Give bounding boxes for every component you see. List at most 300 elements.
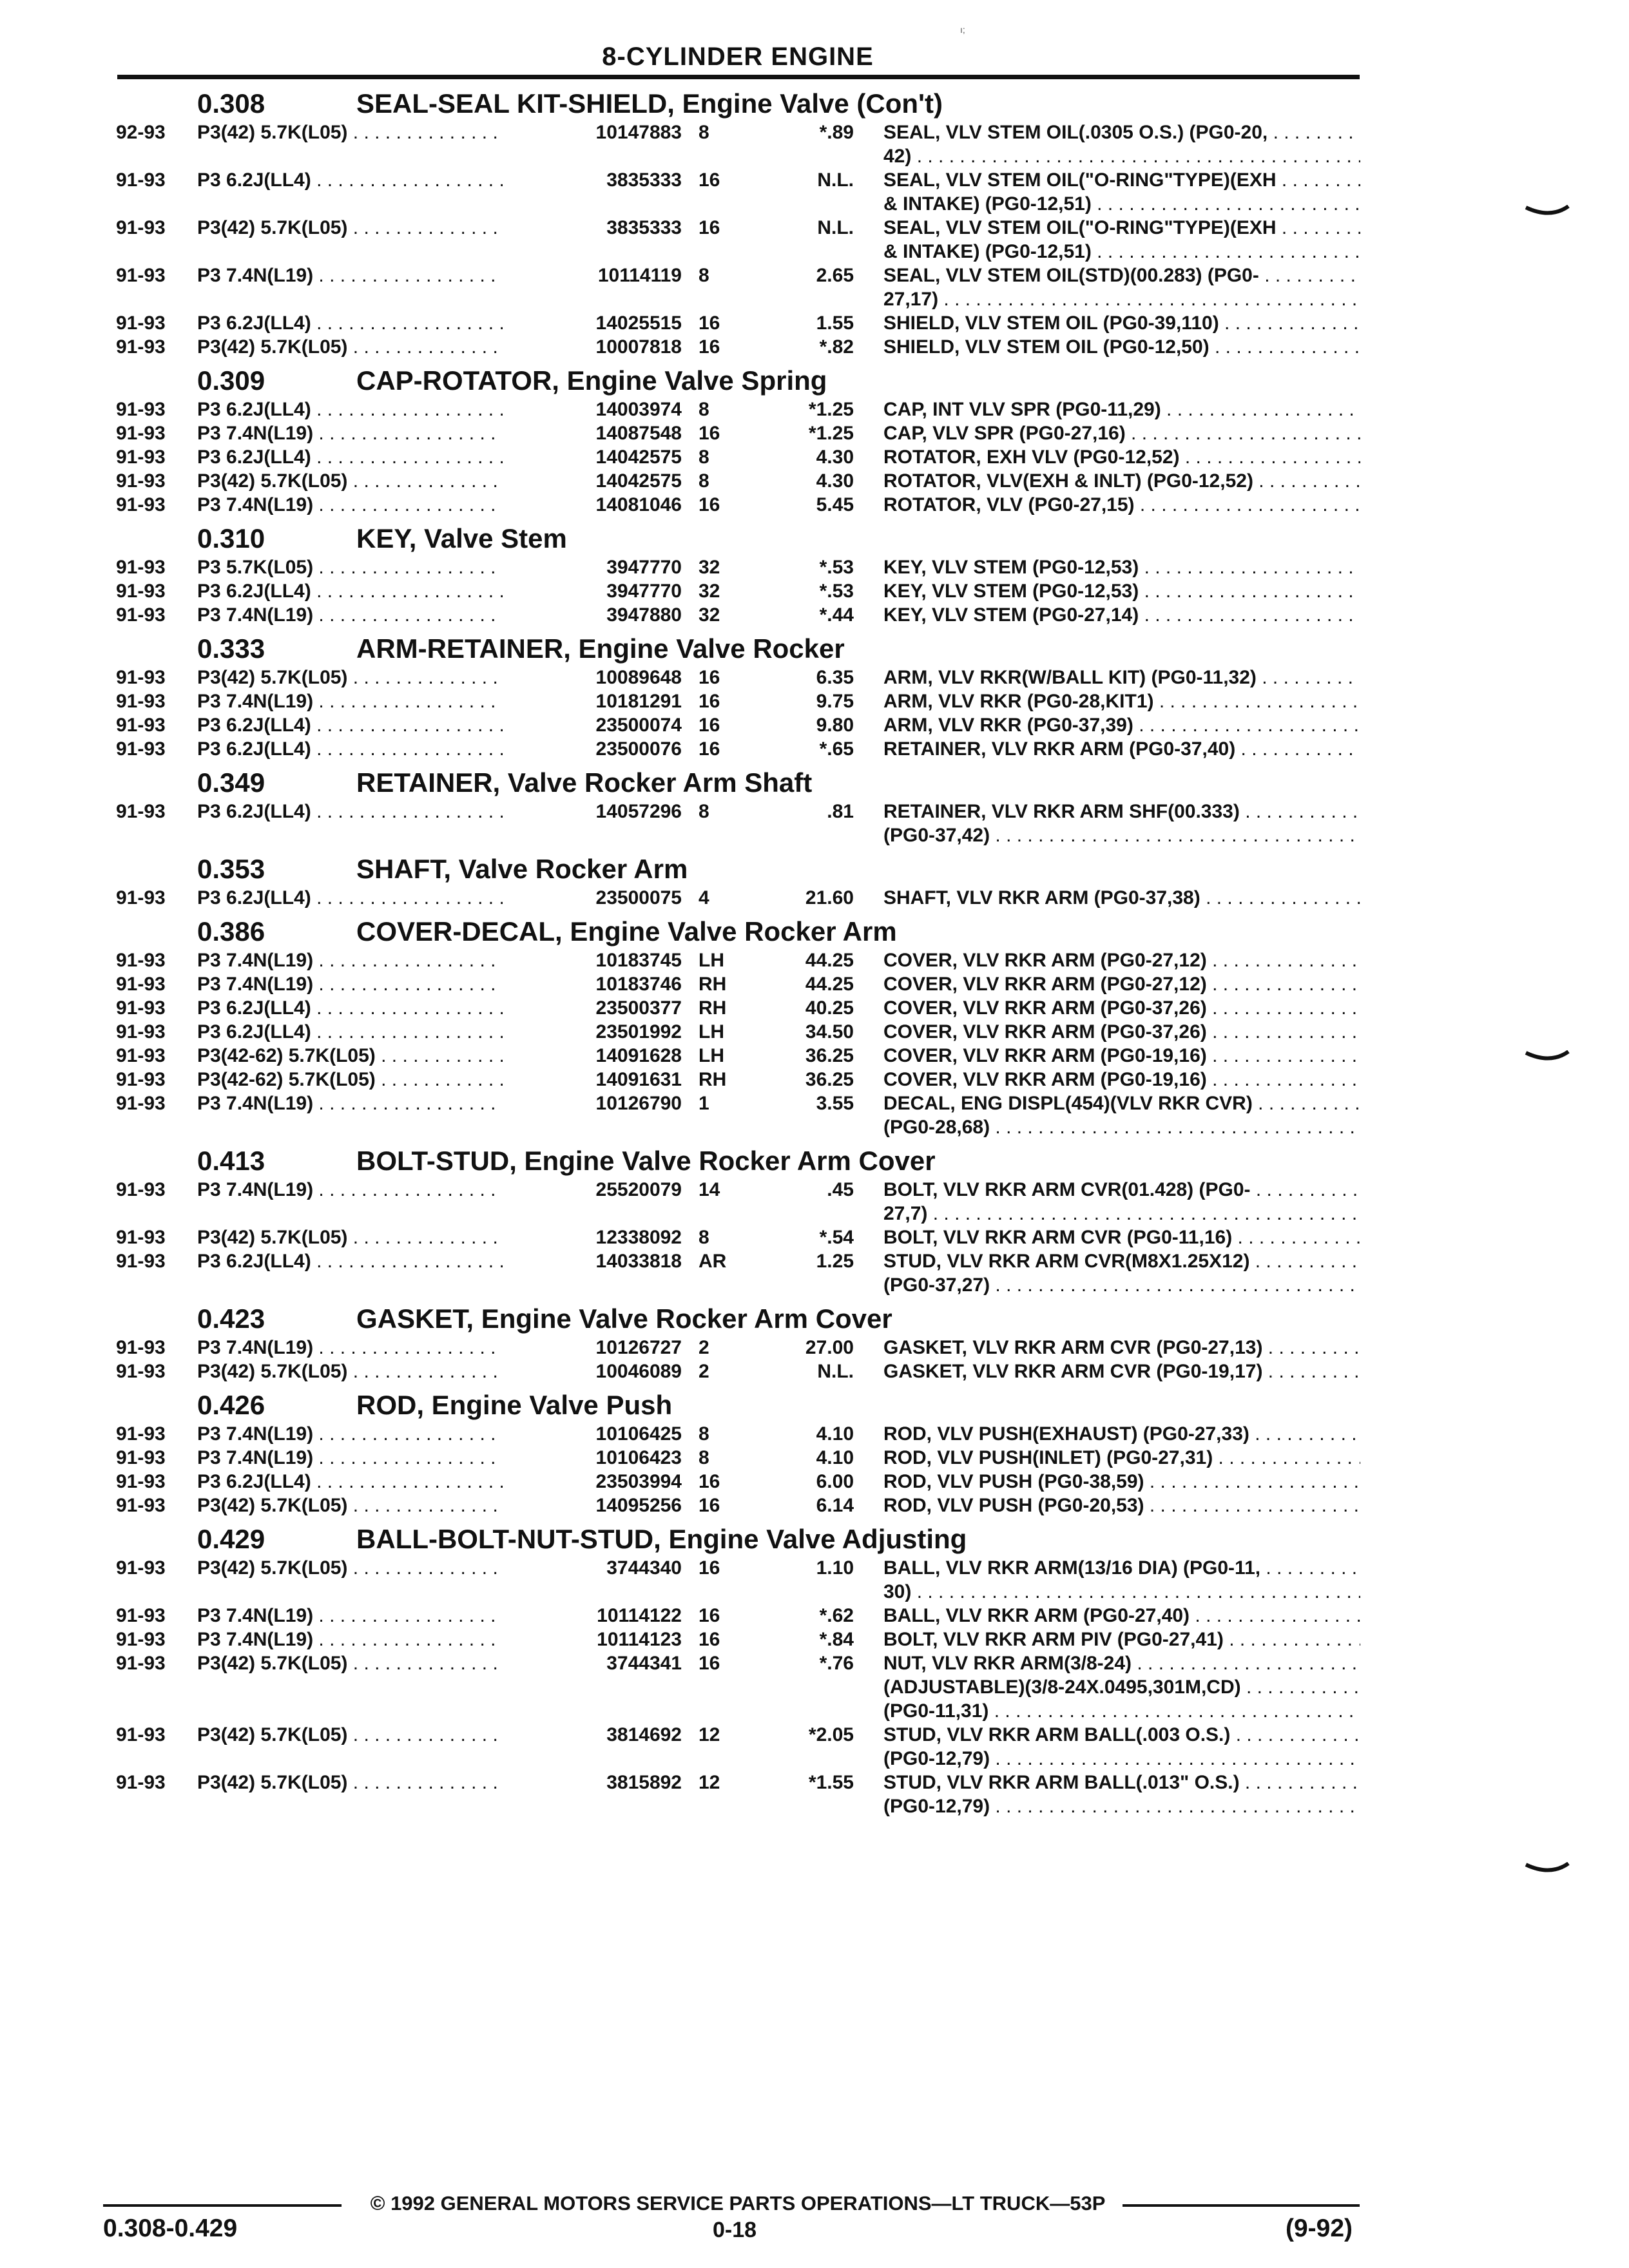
price: *1.25	[808, 423, 854, 444]
part-description	[883, 1494, 1360, 1517]
part-description	[883, 493, 1360, 517]
description-line: STUD, VLV RKR ARM BALL(.013" O.S.) . . .	[883, 1771, 1360, 1794]
engine-model: P3 6.2J(LL4) . . .	[197, 713, 548, 737]
part-description	[883, 948, 1360, 972]
price: .45	[827, 1179, 854, 1200]
model-years: 91-93	[116, 1629, 166, 1650]
part-description	[883, 603, 1360, 627]
part-description	[883, 335, 1360, 359]
model-years: 91-93	[116, 1361, 166, 1382]
engine-model: P3(42) 5.7K(L05) . . .	[197, 1494, 548, 1517]
quantity: 8	[699, 470, 709, 492]
price: 4.10	[816, 1447, 854, 1468]
section-code: 0.349	[197, 767, 265, 798]
description-line: (PG0-12,79) . . .	[883, 1794, 1360, 1818]
part-description	[883, 1249, 1360, 1297]
part-row	[0, 579, 1629, 603]
part-row	[0, 1091, 1629, 1139]
description-line: 27,7) . . .	[883, 1202, 1360, 1225]
description-line: ARM, VLV RKR (PG0-37,39) . . .	[883, 713, 1360, 737]
section-code: 0.386	[197, 916, 265, 947]
part-number: 14057296	[503, 800, 682, 823]
part-row	[0, 1446, 1629, 1470]
part-number: 10183745	[503, 948, 682, 972]
engine-model: P3 6.2J(LL4) . . .	[197, 311, 548, 335]
quantity: 8	[699, 399, 709, 420]
quantity: 8	[699, 1423, 709, 1445]
description-line: RETAINER, VLV RKR ARM (PG0-37,40) . . .	[883, 737, 1360, 761]
description-line: BOLT, VLV RKR ARM PIV (PG0-27,41) . . .	[883, 1628, 1360, 1651]
footer-edition: (9-92)	[1286, 2215, 1353, 2242]
quantity: 16	[699, 1471, 720, 1492]
price: *.76	[819, 1653, 854, 1674]
part-description	[883, 264, 1360, 311]
part-row	[0, 1225, 1629, 1249]
model-years: 91-93	[116, 604, 166, 626]
quantity: LH	[699, 1045, 724, 1066]
part-row	[0, 689, 1629, 713]
margin-tick-mark	[1525, 1862, 1570, 1875]
engine-model: P3 7.4N(L19) . . .	[197, 1604, 548, 1628]
description-line: ROTATOR, EXH VLV (PG0-12,52) . . .	[883, 445, 1360, 469]
price: 40.25	[805, 997, 854, 1019]
price: N.L.	[817, 169, 854, 191]
model-years: 91-93	[116, 1093, 166, 1114]
part-number: 23500074	[503, 713, 682, 737]
model-years: 92-93	[116, 122, 166, 143]
quantity: RH	[699, 974, 727, 995]
description-line: DECAL, ENG DISPL(454)(VLV RKR CVR) . . .	[883, 1091, 1360, 1115]
part-description	[883, 1470, 1360, 1494]
model-years: 91-93	[116, 581, 166, 602]
section-header	[0, 87, 1629, 120]
part-number: 3835333	[503, 168, 682, 192]
margin-tick-mark	[1525, 1050, 1570, 1063]
quantity: AR	[699, 1251, 727, 1272]
quantity: 32	[699, 604, 720, 626]
section-header	[0, 766, 1629, 800]
part-description	[883, 1771, 1360, 1818]
description-line: & INTAKE) (PG0-12,51) . . .	[883, 192, 1360, 216]
model-years: 91-93	[116, 1605, 166, 1626]
price: 6.35	[816, 667, 854, 688]
part-row	[0, 555, 1629, 579]
part-description	[883, 689, 1360, 713]
engine-model: P3(42) 5.7K(L05) . . .	[197, 1225, 548, 1249]
section-header	[0, 522, 1629, 555]
part-row	[0, 120, 1629, 168]
section-title: RETAINER, Valve Rocker Arm Shaft	[356, 767, 813, 798]
section-title: GASKET, Engine Valve Rocker Arm Cover	[356, 1303, 892, 1334]
quantity: LH	[699, 950, 724, 971]
model-years: 91-93	[116, 1471, 166, 1492]
part-description	[883, 1068, 1360, 1091]
engine-model: P3 6.2J(LL4) . . .	[197, 737, 548, 761]
engine-model: P3(42) 5.7K(L05) . . .	[197, 1556, 548, 1580]
price: 27.00	[805, 1337, 854, 1358]
description-line: STUD, VLV RKR ARM CVR(M8X1.25X12) . . .	[883, 1249, 1360, 1273]
description-line: COVER, VLV RKR ARM (PG0-19,16) . . .	[883, 1068, 1360, 1091]
engine-model: P3(42) 5.7K(L05) . . .	[197, 335, 548, 359]
part-row	[0, 168, 1629, 216]
quantity: 8	[699, 801, 709, 822]
description-line: (PG0-37,27) . . .	[883, 1273, 1360, 1297]
section-title: COVER-DECAL, Engine Valve Rocker Arm	[356, 916, 897, 947]
section-title: BALL-BOLT-NUT-STUD, Engine Valve Adjusting	[356, 1524, 967, 1554]
engine-model: P3(42) 5.7K(L05) . . .	[197, 1771, 548, 1794]
part-number: 10114122	[503, 1604, 682, 1628]
engine-model: P3 7.4N(L19) . . .	[197, 603, 548, 627]
model-years: 91-93	[116, 423, 166, 444]
model-years: 91-93	[116, 1772, 166, 1793]
quantity: 16	[699, 169, 720, 191]
part-number: 10007818	[503, 335, 682, 359]
description-line: & INTAKE) (PG0-12,51) . . .	[883, 240, 1360, 264]
engine-model: P3 7.4N(L19) . . .	[197, 1336, 548, 1360]
description-line: RETAINER, VLV RKR ARM SHF(00.333) . . .	[883, 800, 1360, 823]
engine-model: P3 6.2J(LL4) . . .	[197, 168, 548, 192]
description-line: (PG0-28,68) . . .	[883, 1115, 1360, 1139]
part-number: 10106423	[503, 1446, 682, 1470]
model-years: 91-93	[116, 715, 166, 736]
quantity: 16	[699, 336, 720, 358]
quantity: 8	[699, 122, 709, 143]
price: *.54	[819, 1227, 854, 1248]
engine-model: P3(42) 5.7K(L05) . . .	[197, 666, 548, 689]
model-years: 91-93	[116, 1557, 166, 1579]
model-years: 91-93	[116, 312, 166, 334]
section-code: 0.308	[197, 88, 265, 119]
part-description	[883, 1020, 1360, 1044]
model-years: 91-93	[116, 399, 166, 420]
margin-tick-mark	[1525, 205, 1570, 218]
description-line: KEY, VLV STEM (PG0-27,14) . . .	[883, 603, 1360, 627]
price: 9.80	[816, 715, 854, 736]
part-description	[883, 996, 1360, 1020]
part-number: 14042575	[503, 469, 682, 493]
part-row	[0, 469, 1629, 493]
model-years: 91-93	[116, 1724, 166, 1745]
description-line: ROD, VLV PUSH(EXHAUST) (PG0-27,33) . . .	[883, 1422, 1360, 1446]
part-description	[883, 1225, 1360, 1249]
part-row	[0, 493, 1629, 517]
part-row	[0, 948, 1629, 972]
price: 44.25	[805, 950, 854, 971]
part-number: 10114123	[503, 1628, 682, 1651]
description-line: COVER, VLV RKR ARM (PG0-27,12) . . .	[883, 948, 1360, 972]
quantity: 16	[699, 1557, 720, 1579]
part-description	[883, 1604, 1360, 1628]
description-line: (PG0-11,31) . . .	[883, 1699, 1360, 1723]
engine-model: P3 7.4N(L19) . . .	[197, 1422, 548, 1446]
model-years: 91-93	[116, 1251, 166, 1272]
quantity: 8	[699, 1227, 709, 1248]
part-number: 23500075	[503, 886, 682, 910]
description-line: 30) . . .	[883, 1580, 1360, 1604]
part-number: 3947880	[503, 603, 682, 627]
quantity: RH	[699, 1069, 727, 1090]
description-line: SEAL, VLV STEM OIL(.0305 O.S.) (PG0-20, . . .	[883, 120, 1360, 144]
description-line: COVER, VLV RKR ARM (PG0-27,12) . . .	[883, 972, 1360, 996]
model-years: 91-93	[116, 997, 166, 1019]
price: 4.30	[816, 447, 854, 468]
description-line: BOLT, VLV RKR ARM CVR (PG0-11,16) . . .	[883, 1225, 1360, 1249]
engine-model: P3(42-62) 5.7K(L05) . . .	[197, 1068, 548, 1091]
section-title: KEY, Valve Stem	[356, 523, 567, 553]
scan-speck: ı;	[960, 24, 965, 35]
engine-model: P3 7.4N(L19) . . .	[197, 1178, 548, 1202]
part-number: 23500377	[503, 996, 682, 1020]
price: 34.50	[805, 1021, 854, 1043]
part-row	[0, 737, 1629, 761]
description-line: ROD, VLV PUSH (PG0-20,53) . . .	[883, 1494, 1360, 1517]
description-line: BALL, VLV RKR ARM(13/16 DIA) (PG0-11, . . .	[883, 1556, 1360, 1580]
price: *.65	[819, 738, 854, 760]
header-rule	[117, 75, 1360, 79]
part-number: 23500076	[503, 737, 682, 761]
description-line: ARM, VLV RKR (PG0-28,KIT1) . . .	[883, 689, 1360, 713]
part-description	[883, 1044, 1360, 1068]
price: *.44	[819, 604, 854, 626]
section-header	[0, 1144, 1629, 1178]
description-line: 42) . . .	[883, 144, 1360, 168]
part-row	[0, 1771, 1629, 1818]
part-description	[883, 216, 1360, 264]
price: *1.55	[808, 1772, 854, 1793]
model-years: 91-93	[116, 1495, 166, 1516]
part-description	[883, 886, 1360, 910]
description-line: ARM, VLV RKR(W/BALL KIT) (PG0-11,32) . . .	[883, 666, 1360, 689]
part-number: 3835333	[503, 216, 682, 240]
part-row	[0, 335, 1629, 359]
description-line: NUT, VLV RKR ARM(3/8-24) . . .	[883, 1651, 1360, 1675]
part-description	[883, 579, 1360, 603]
price: 5.45	[816, 494, 854, 515]
section-title: SHAFT, Valve Rocker Arm	[356, 854, 688, 884]
engine-model: P3 7.4N(L19) . . .	[197, 1091, 548, 1115]
parts-listing	[0, 87, 1629, 1818]
part-description	[883, 168, 1360, 216]
part-row	[0, 1556, 1629, 1604]
quantity: 32	[699, 557, 720, 578]
quantity: 12	[699, 1772, 720, 1793]
quantity: 16	[699, 738, 720, 760]
engine-model: P3 5.7K(L05) . . .	[197, 555, 548, 579]
part-row	[0, 666, 1629, 689]
part-number: 10183746	[503, 972, 682, 996]
description-line: COVER, VLV RKR ARM (PG0-37,26) . . .	[883, 1020, 1360, 1044]
part-number: 3815892	[503, 1771, 682, 1794]
section-header	[0, 852, 1629, 886]
engine-model: P3 7.4N(L19) . . .	[197, 972, 548, 996]
page-title: 8-CYLINDER ENGINE	[602, 43, 874, 71]
quantity: 16	[699, 1653, 720, 1674]
part-row	[0, 1178, 1629, 1225]
description-line: SEAL, VLV STEM OIL("O-RING"TYPE)(EXH . . .	[883, 168, 1360, 192]
price: *.53	[819, 581, 854, 602]
price: 6.00	[816, 1471, 854, 1492]
part-description	[883, 445, 1360, 469]
quantity: 16	[699, 715, 720, 736]
model-years: 91-93	[116, 887, 166, 908]
part-number: 14033818	[503, 1249, 682, 1273]
quantity: 16	[699, 1605, 720, 1626]
engine-model: P3(42) 5.7K(L05) . . .	[197, 1651, 548, 1675]
model-years: 91-93	[116, 470, 166, 492]
part-number: 3814692	[503, 1723, 682, 1747]
part-row	[0, 1494, 1629, 1517]
price: N.L.	[817, 1361, 854, 1382]
part-description	[883, 666, 1360, 689]
part-row	[0, 1604, 1629, 1628]
engine-model: P3 7.4N(L19) . . .	[197, 493, 548, 517]
part-number: 10181291	[503, 689, 682, 713]
quantity: 8	[699, 447, 709, 468]
model-years: 91-93	[116, 1337, 166, 1358]
description-line: COVER, VLV RKR ARM (PG0-19,16) . . .	[883, 1044, 1360, 1068]
engine-model: P3 6.2J(LL4) . . .	[197, 1249, 548, 1273]
quantity: 16	[699, 423, 720, 444]
model-years: 91-93	[116, 1021, 166, 1043]
part-row	[0, 1628, 1629, 1651]
quantity: RH	[699, 997, 727, 1019]
price: *.84	[819, 1629, 854, 1650]
quantity: 2	[699, 1361, 709, 1382]
engine-model: P3(42-62) 5.7K(L05) . . .	[197, 1044, 548, 1068]
section-title: ARM-RETAINER, Engine Valve Rocker	[356, 633, 845, 664]
part-row	[0, 1360, 1629, 1383]
engine-model: P3 6.2J(LL4) . . .	[197, 1470, 548, 1494]
description-line: CAP, INT VLV SPR (PG0-11,29) . . .	[883, 398, 1360, 421]
part-row	[0, 1249, 1629, 1297]
model-years: 91-93	[116, 1447, 166, 1468]
part-row	[0, 996, 1629, 1020]
part-description	[883, 1628, 1360, 1651]
part-row	[0, 800, 1629, 847]
section-code: 0.426	[197, 1390, 265, 1420]
part-number: 25520079	[503, 1178, 682, 1202]
price: .81	[827, 801, 854, 822]
quantity: 16	[699, 667, 720, 688]
part-number: 3744340	[503, 1556, 682, 1580]
quantity: 16	[699, 1495, 720, 1516]
description-line: KEY, VLV STEM (PG0-12,53) . . .	[883, 579, 1360, 603]
engine-model: P3(42) 5.7K(L05) . . .	[197, 216, 548, 240]
part-number: 10126790	[503, 1091, 682, 1115]
model-years: 91-93	[116, 1045, 166, 1066]
part-row	[0, 1723, 1629, 1771]
part-description	[883, 713, 1360, 737]
part-number: 14003974	[503, 398, 682, 421]
engine-model: P3 6.2J(LL4) . . .	[197, 800, 548, 823]
model-years: 91-93	[116, 667, 166, 688]
part-number: 14081046	[503, 493, 682, 517]
model-years: 91-93	[116, 738, 166, 760]
quantity: 2	[699, 1337, 709, 1358]
quantity: 16	[699, 494, 720, 515]
part-number: 12338092	[503, 1225, 682, 1249]
part-description	[883, 1723, 1360, 1771]
engine-model: P3(42) 5.7K(L05) . . .	[197, 120, 548, 144]
model-years: 91-93	[116, 1227, 166, 1248]
engine-model: P3(42) 5.7K(L05) . . .	[197, 469, 548, 493]
part-description	[883, 1556, 1360, 1604]
part-row	[0, 1020, 1629, 1044]
part-row	[0, 713, 1629, 737]
description-line: CAP, VLV SPR (PG0-27,16) . . .	[883, 421, 1360, 445]
part-row	[0, 264, 1629, 311]
engine-model: P3 6.2J(LL4) . . .	[197, 996, 548, 1020]
section-code: 0.413	[197, 1146, 265, 1176]
engine-model: P3 7.4N(L19) . . .	[197, 1628, 548, 1651]
part-row	[0, 1651, 1629, 1723]
quantity: 16	[699, 691, 720, 712]
part-row	[0, 311, 1629, 335]
section-header	[0, 915, 1629, 948]
model-years: 91-93	[116, 691, 166, 712]
quantity: 4	[699, 887, 709, 908]
part-description	[883, 1091, 1360, 1139]
price: 1.25	[816, 1251, 854, 1272]
price: 21.60	[805, 887, 854, 908]
section-code: 0.429	[197, 1524, 265, 1554]
quantity: 8	[699, 265, 709, 286]
description-line: GASKET, VLV RKR ARM CVR (PG0-27,13) . . .	[883, 1336, 1360, 1360]
price: 1.10	[816, 1557, 854, 1579]
part-description	[883, 421, 1360, 445]
part-row	[0, 445, 1629, 469]
part-number: 14025515	[503, 311, 682, 335]
part-description	[883, 1422, 1360, 1446]
section-title: BOLT-STUD, Engine Valve Rocker Arm Cover	[356, 1146, 936, 1176]
quantity: LH	[699, 1021, 724, 1043]
part-row	[0, 1068, 1629, 1091]
engine-model: P3 7.4N(L19) . . .	[197, 264, 548, 287]
description-line: BOLT, VLV RKR ARM CVR(01.428) (PG0- . . .	[883, 1178, 1360, 1202]
section-title: CAP-ROTATOR, Engine Valve Spring	[356, 365, 827, 396]
part-number: 14091631	[503, 1068, 682, 1091]
section-header	[0, 1389, 1629, 1422]
part-description	[883, 737, 1360, 761]
part-number: 3947770	[503, 555, 682, 579]
section-header	[0, 1302, 1629, 1336]
description-line: SEAL, VLV STEM OIL("O-RING"TYPE)(EXH . . .	[883, 216, 1360, 240]
part-description	[883, 1336, 1360, 1360]
engine-model: P3 7.4N(L19) . . .	[197, 1446, 548, 1470]
engine-model: P3(42) 5.7K(L05) . . .	[197, 1723, 548, 1747]
part-description	[883, 1651, 1360, 1723]
price: *.82	[819, 336, 854, 358]
section-code: 0.333	[197, 633, 265, 664]
model-years: 91-93	[116, 1653, 166, 1674]
model-years: 91-93	[116, 1069, 166, 1090]
part-number: 14042575	[503, 445, 682, 469]
part-description	[883, 1446, 1360, 1470]
engine-model: P3 6.2J(LL4) . . .	[197, 398, 548, 421]
quantity: 32	[699, 581, 720, 602]
description-line: (PG0-37,42) . . .	[883, 823, 1360, 847]
description-line: SHIELD, VLV STEM OIL (PG0-12,50) . . .	[883, 335, 1360, 359]
part-row	[0, 1470, 1629, 1494]
description-line: BALL, VLV RKR ARM (PG0-27,40) . . .	[883, 1604, 1360, 1628]
model-years: 91-93	[116, 974, 166, 995]
description-line: STUD, VLV RKR ARM BALL(.003 O.S.) . . .	[883, 1723, 1360, 1747]
engine-model: P3(42) 5.7K(L05) . . .	[197, 1360, 548, 1383]
quantity: 8	[699, 1447, 709, 1468]
model-years: 91-93	[116, 217, 166, 238]
engine-model: P3 7.4N(L19) . . .	[197, 689, 548, 713]
quantity: 16	[699, 1629, 720, 1650]
